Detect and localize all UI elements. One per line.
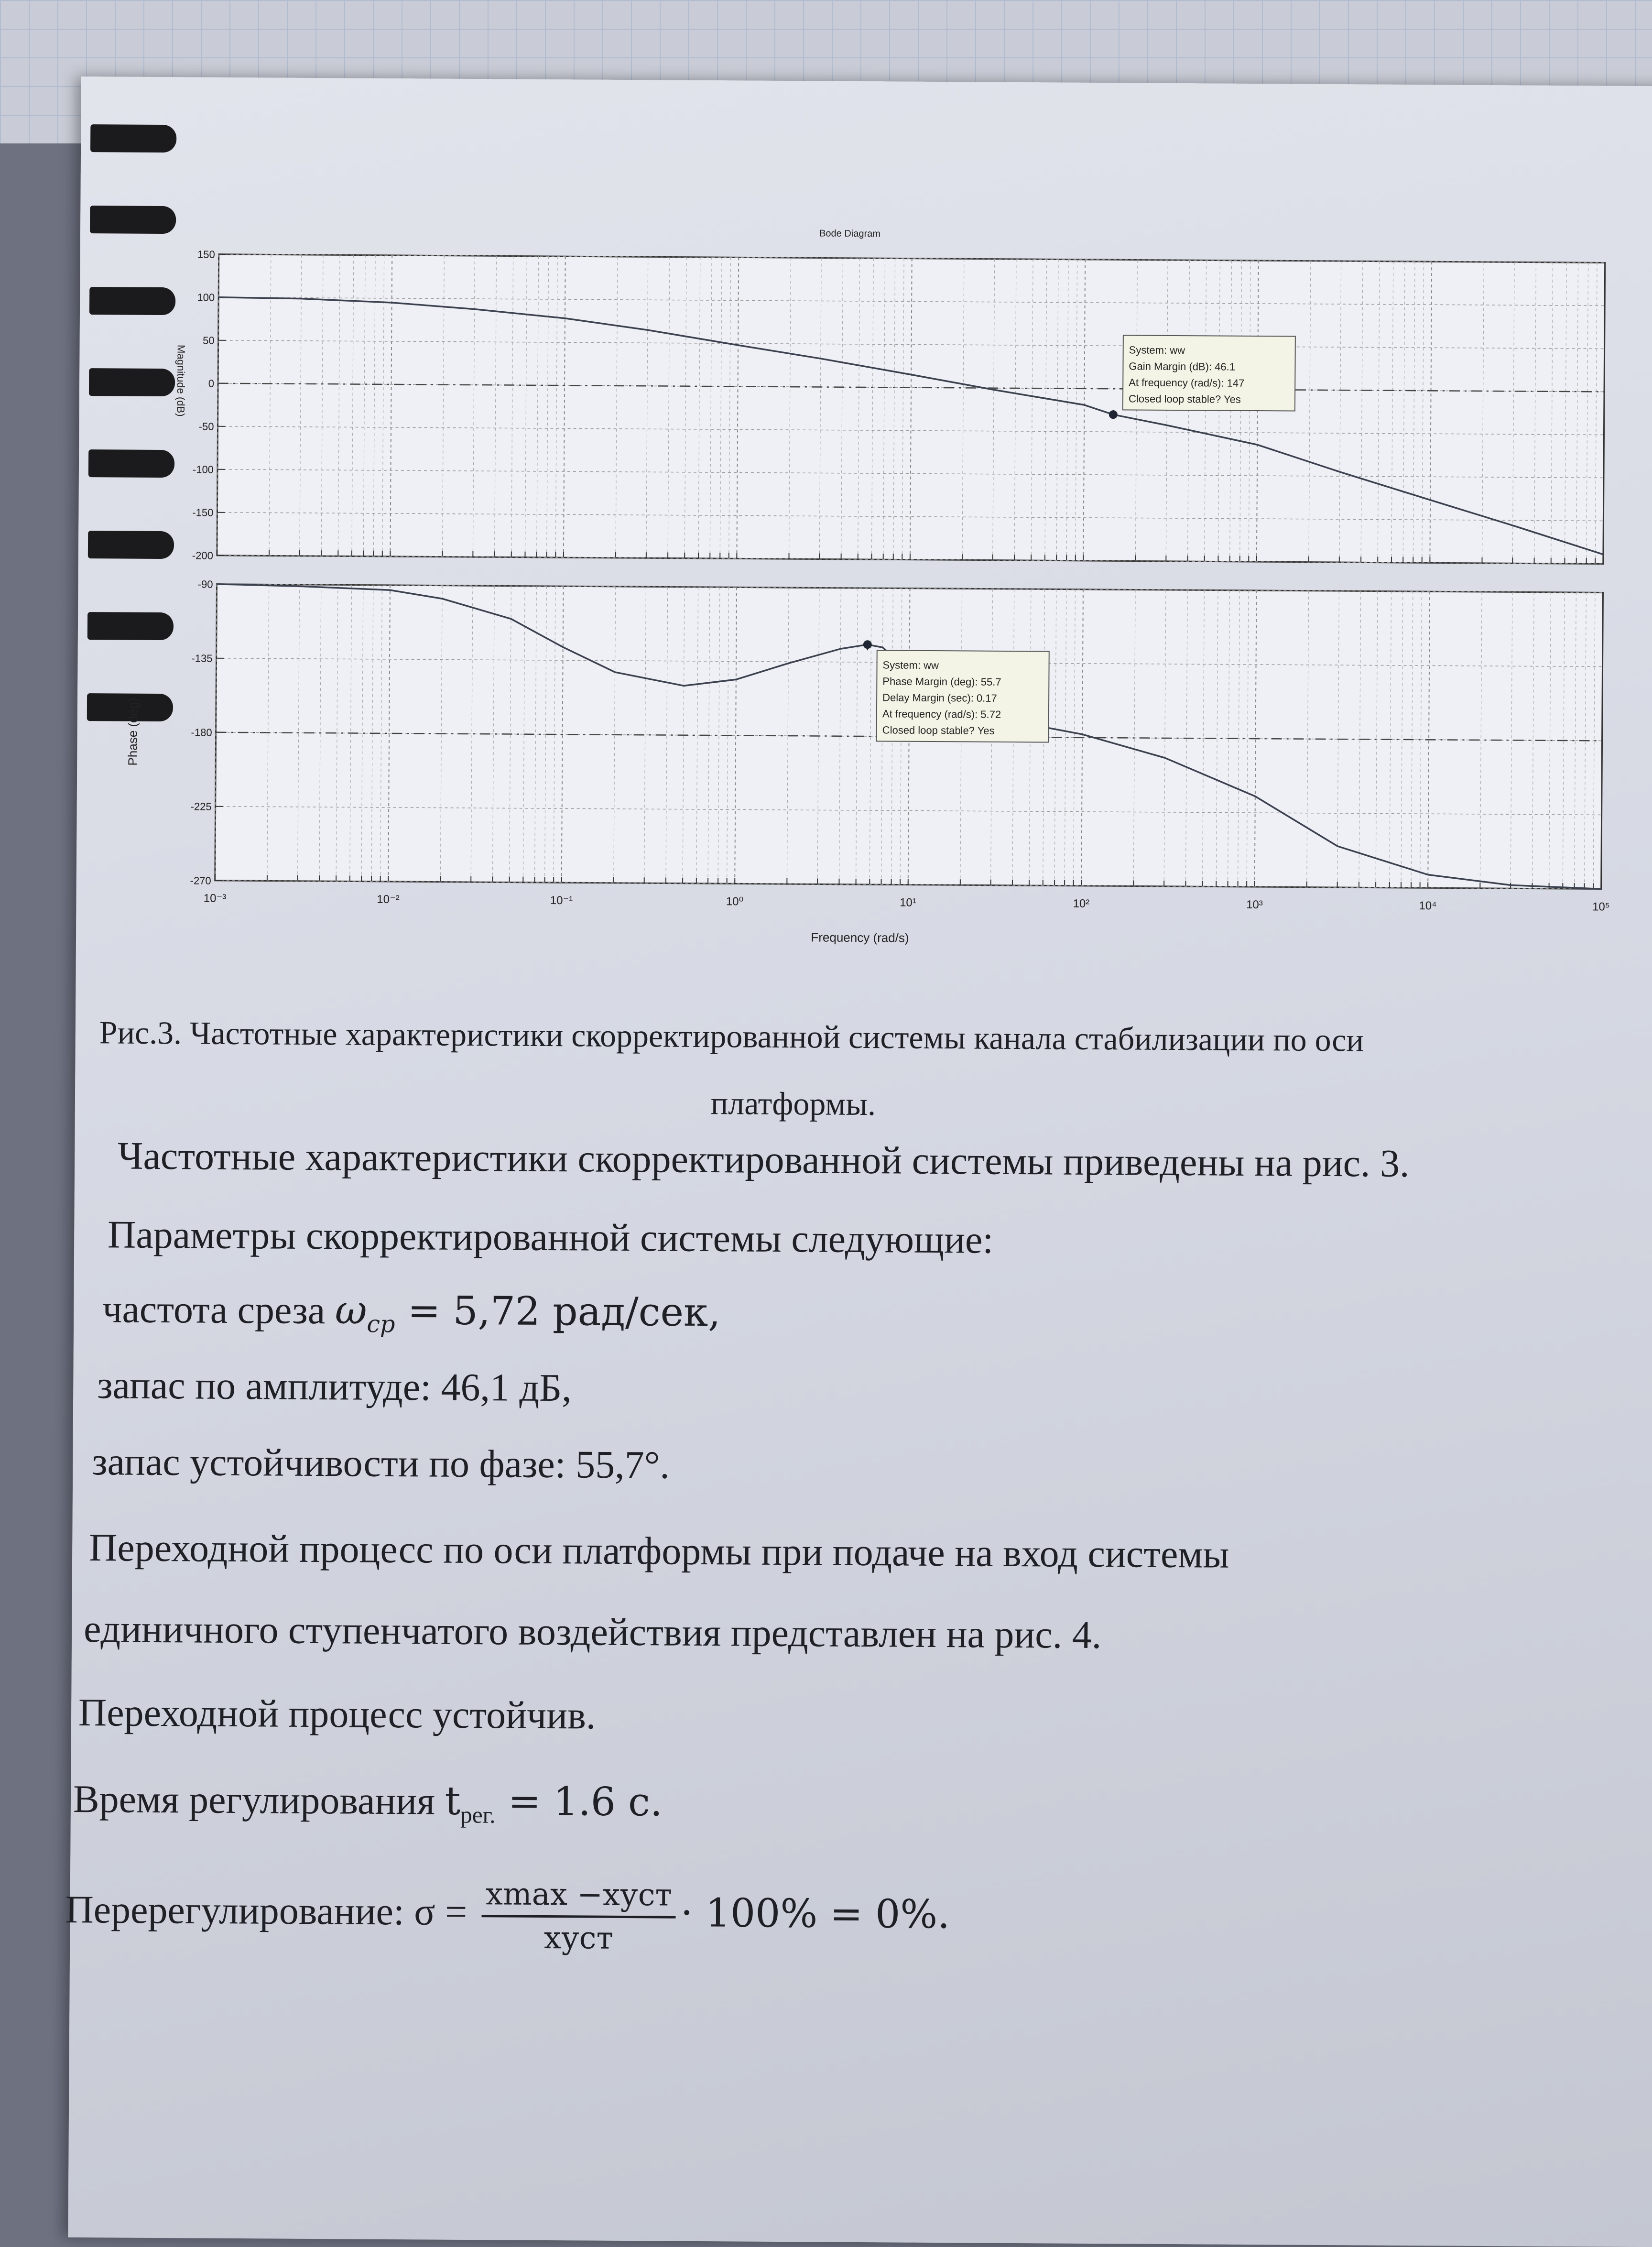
x-tick-label: 10² <box>1073 897 1090 910</box>
x-tick-label: 10⁵ <box>1592 900 1610 913</box>
overshoot-suffix: · 100% = 0%. <box>680 1890 950 1937</box>
phase-y-tick-label: -270 <box>190 874 211 886</box>
overshoot-formula <box>65 1874 950 1958</box>
phase-y-tick-label: -90 <box>198 578 213 590</box>
magnitude-datatip-line: System: ww <box>1129 344 1185 356</box>
omega-subscript: ср <box>367 1310 395 1338</box>
phase-datatip-line: At frequency (rad/s): 5.72 <box>882 708 1001 720</box>
magnitude-y-tick-label: -100 <box>193 463 214 475</box>
phase-datatip-line: Closed loop stable? Yes <box>882 724 995 736</box>
magnitude-y-tick-label: 150 <box>197 248 215 260</box>
stability-statement: Переходной процесс устойчив. <box>78 1690 596 1738</box>
magnitude-y-tick-label: -50 <box>199 421 214 433</box>
cutoff-prefix: частота среза <box>102 1287 335 1332</box>
overshoot-fraction <box>481 1876 676 1956</box>
x-tick-label: 10⁴ <box>1419 899 1436 912</box>
settling-prefix: Время регулирования <box>73 1777 445 1823</box>
x-tick-label: 10⁻¹ <box>550 894 573 907</box>
magnitude-y-tick-label: 100 <box>197 291 215 303</box>
magnitude-axis-label: Magnitude (dB) <box>175 345 187 417</box>
magnitude-y-tick-label: 0 <box>208 378 214 390</box>
phase-datatip-marker <box>863 640 872 649</box>
x-axis-label: Frequency (rad/s) <box>811 930 909 945</box>
magnitude-y-tick-label: -150 <box>192 506 213 518</box>
phase-margin-line: запас устойчивости по фазе: 55,7°. <box>92 1439 670 1487</box>
x-tick-label: 10⁻³ <box>204 892 227 905</box>
x-tick-label: 10¹ <box>900 896 916 909</box>
magnitude-datatip-line: Closed loop stable? Yes <box>1129 393 1241 405</box>
x-tick-label: 10⁰ <box>726 895 743 908</box>
figure-caption-line2: платформы. <box>711 1084 876 1123</box>
magnitude-y-tick-label: -200 <box>192 549 213 561</box>
paragraph-parameters-intro: Параметры скорректированной системы следующие: <box>108 1212 994 1262</box>
figure-caption-line1: Рис.3. Частотные характеристики скорректированной системы канала стабилизации по оси <box>99 1014 1364 1059</box>
fraction-denominator: xуст <box>481 1917 675 1956</box>
settling-value: = 1.6 с. <box>495 1778 663 1825</box>
t-symbol: t <box>445 1778 461 1824</box>
phase-y-tick-label: -135 <box>191 652 212 664</box>
phase-y-tick-label: -180 <box>191 726 212 738</box>
phase-datatip-line: System: ww <box>882 659 939 671</box>
transient-line2: единичного ступенчатого воздействия представлен на рис. 4. <box>84 1606 1102 1658</box>
document-page <box>68 76 1652 2247</box>
phase-datatip-line: Delay Margin (sec): 0.17 <box>882 691 997 704</box>
t-subscript: рег. <box>460 1801 496 1828</box>
phase-axis-label: Phase (deg) <box>125 698 140 766</box>
magnitude-y-tick-label: 50 <box>203 335 215 347</box>
cutoff-frequency-line <box>102 1286 721 1340</box>
gain-margin-line: запас по амплитуде: 46,1 дБ, <box>97 1363 572 1410</box>
x-tick-label: 10⁻² <box>377 893 400 906</box>
magnitude-datatip-marker <box>1109 410 1118 419</box>
magnitude-datatip-line: Gain Margin (dB): 46.1 <box>1129 360 1235 372</box>
omega-symbol: ω <box>335 1287 367 1333</box>
magnitude-datatip-line: At frequency (rad/s): 147 <box>1129 376 1244 389</box>
settling-time-line <box>73 1776 663 1830</box>
phase-datatip-line: Phase Margin (deg): 55.7 <box>882 675 1001 688</box>
overshoot-prefix: Перерегулирование: σ = <box>65 1887 477 1933</box>
cutoff-value: = 5,72 рад/сек, <box>395 1288 720 1335</box>
x-tick-label: 10³ <box>1246 898 1263 911</box>
chart-title: Bode Diagram <box>819 228 880 239</box>
transient-line1: Переходной процесс по оси платформы при подаче на вход системы <box>89 1525 1229 1577</box>
paragraph-figure-reference: Частотные характеристики скорректированной системы приведены на рис. 3. <box>118 1134 1410 1187</box>
bode-diagram <box>76 76 1652 1042</box>
fraction-numerator: xmax −xуст <box>482 1876 676 1918</box>
phase-y-tick-label: -225 <box>191 800 212 812</box>
